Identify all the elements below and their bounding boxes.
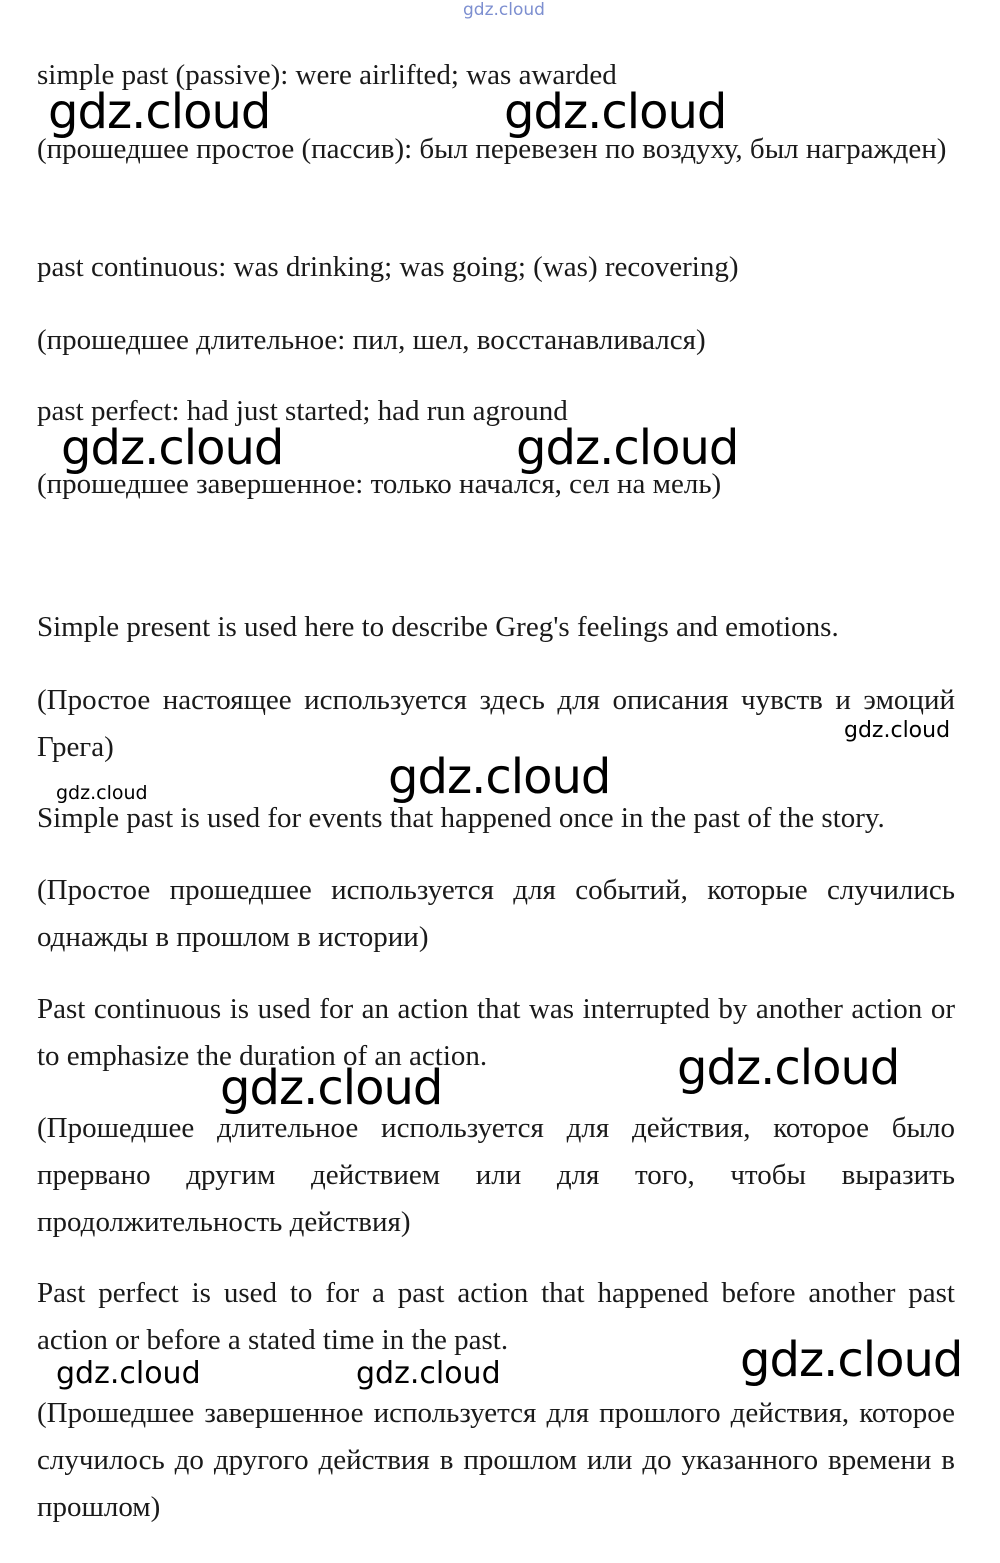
watermark: gdz.cloud — [48, 84, 271, 140]
watermark: gdz.cloud — [388, 749, 611, 805]
watermark: gdz.cloud — [504, 84, 727, 140]
text-paragraph-past-perfect-usage-ru: (Прошедшее завершенное используется для прошлого действия, которое случилось до другого действия в прошлом или до указанного времени в прошлом) — [37, 1397, 955, 1523]
text-line-simple-past-passive: simple past (passive): were airlifted; was awarded — [37, 59, 617, 91]
watermark: gdz.cloud — [516, 420, 739, 476]
watermark: gdz.cloud — [677, 1040, 900, 1096]
text-paragraph-simple-past-passive-ru: (прошедшее простое (пассив): был перевезен по воздуху, был награжден) — [37, 133, 947, 165]
watermark: gdz.cloud — [56, 1356, 201, 1391]
watermark: gdz.cloud — [356, 1356, 501, 1391]
text-paragraph-past-continuous-usage-ru: (Прошедшее длительное используется для действия, которое было прервано другим действием или для того, чтобы выразить продолжительность действия) — [37, 1112, 955, 1238]
header-watermark: gdz.cloud — [463, 0, 545, 20]
text-line-past-perfect-ru: (прошедшее завершенное: только начался, сел на мель) — [37, 468, 722, 500]
text-paragraph-past-perfect-usage: Past perfect is used to for a past action that happened before another past action or before a stated time in the past. — [37, 1277, 955, 1356]
watermark: gdz.cloud — [56, 782, 148, 804]
watermark: gdz.cloud — [220, 1060, 443, 1116]
text-line-past-continuous: past continuous: was drinking; was going; (was) recovering) — [37, 251, 739, 283]
watermark: gdz.cloud — [844, 718, 951, 743]
text-line-past-continuous-ru: (прошедшее длительное: пил, шел, восстанавливался) — [37, 324, 706, 356]
text-paragraph-simple-past-usage-ru: (Простое прошедшее используется для событий, которые случились однажды в прошлом в истории) — [37, 874, 955, 953]
text-line-past-perfect: past perfect: had just started; had run aground — [37, 395, 568, 427]
watermark: gdz.cloud — [61, 420, 284, 476]
text-paragraph-simple-present-usage-ru: (Простое настоящее используется здесь для описания чувств и эмоций Грега) — [37, 684, 955, 763]
text-line-simple-past-usage: Simple past is used for events that happened once in the past of the story. — [37, 802, 885, 834]
text-line-simple-present-usage: Simple present is used here to describe Greg's feelings and emotions. — [37, 611, 839, 643]
watermark: gdz.cloud — [740, 1332, 963, 1388]
text-paragraph-past-continuous-usage: Past continuous is used for an action that was interrupted by another action or to emphasize the duration of an action. — [37, 993, 955, 1072]
